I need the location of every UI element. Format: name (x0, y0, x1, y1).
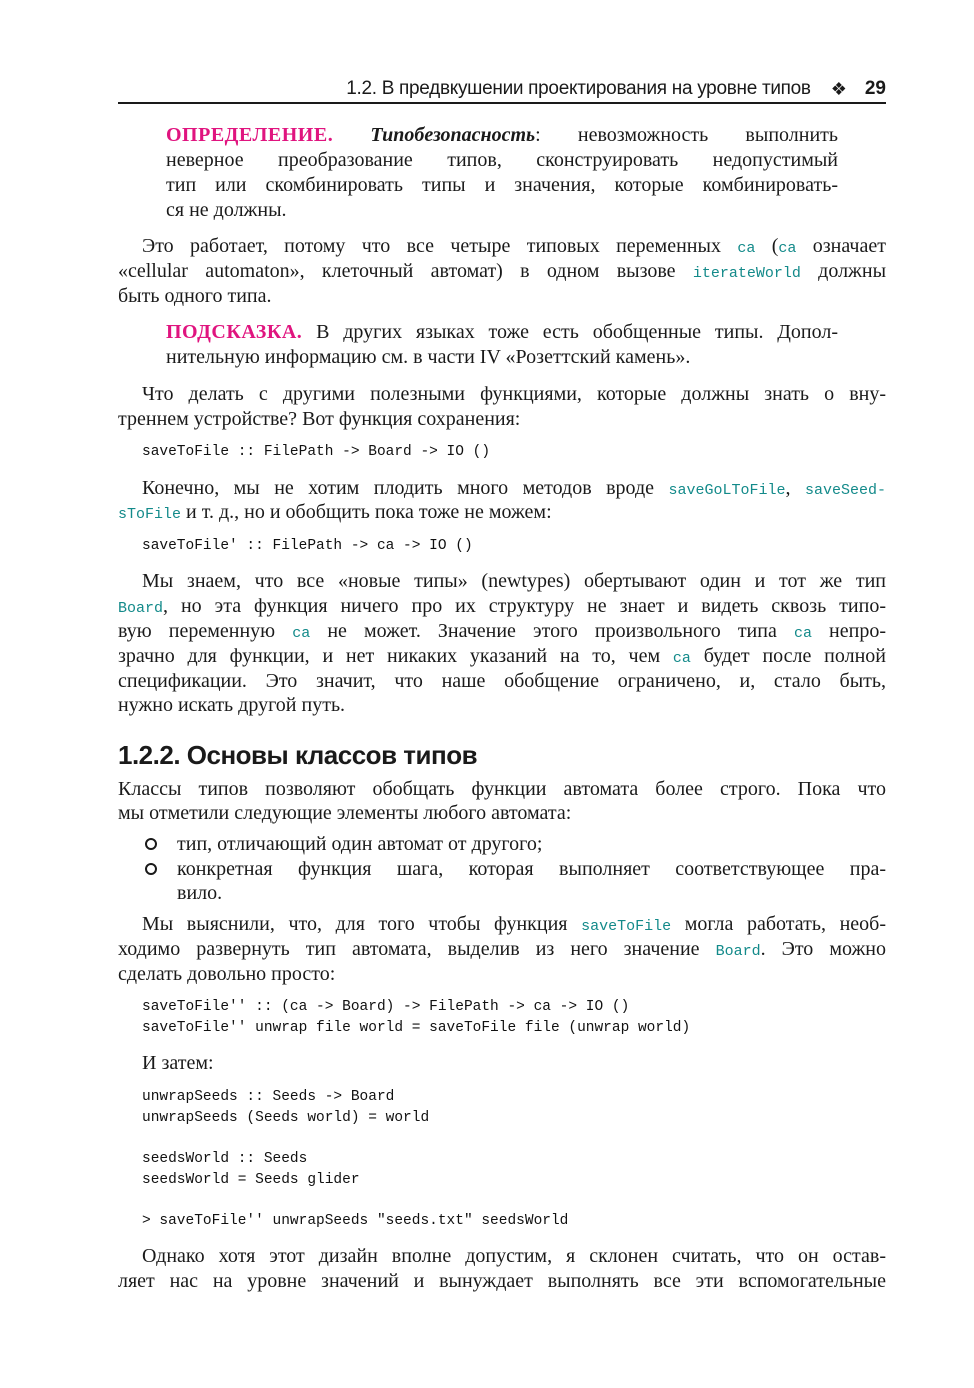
inline-code: ca (778, 240, 797, 257)
text: Мы выяснили, что, для того чтобы функция (142, 913, 582, 935)
text: ( (755, 235, 779, 257)
text: Классы типов позволяют обобщать функции автомата более строго. Пока что (118, 778, 886, 800)
callout-label: ПОДСКАЗКА. (166, 321, 303, 343)
page-number: 29 (864, 78, 886, 99)
bullet-line (177, 857, 886, 882)
text: неверное преобразование типов, сконструировать недопустимый (166, 149, 838, 171)
text: , (785, 477, 805, 499)
paragraph-line (118, 693, 886, 718)
text: тип, отличающий один автомат от другого; (177, 833, 543, 855)
bullet-line (177, 832, 886, 857)
text: и т. д., но и обобщить пока тоже не можем: (181, 501, 552, 523)
paragraph-line (142, 912, 886, 937)
term: Типобезопасность (370, 124, 536, 146)
text: : невозможность выполнить (535, 124, 839, 146)
paragraph-line (118, 962, 886, 987)
running-header (118, 76, 886, 102)
paragraph-line (118, 644, 886, 669)
text: вую переменную (118, 620, 293, 642)
inline-code: saveGoLToFile (668, 482, 786, 499)
inline-code: Board (118, 600, 164, 617)
paragraph-line (118, 259, 886, 284)
header-rule (118, 102, 886, 104)
definition-line (166, 198, 838, 223)
text: , но эта функция ничего про их структуру не знает и видеть сквозь типо- (163, 595, 886, 617)
inline-code: iterateWorld (692, 265, 801, 282)
code-line (142, 1168, 886, 1193)
inline-code: Board (715, 943, 761, 960)
paragraph-line (118, 407, 886, 432)
text: Конечно, мы не хотим плодить много методов вроде (142, 477, 669, 499)
definition-line (166, 173, 838, 198)
text: > saveToFile'' unwrapSeeds "seeds.txt" seedsWorld (142, 1213, 569, 1229)
inline-code: ca (793, 625, 812, 642)
inline-code: sToFile (118, 506, 182, 523)
inline-code: ca (737, 240, 756, 257)
text: saveToFile'' unwrap file world = saveToFile file (unwrap world) (142, 1020, 691, 1036)
paragraph-line (142, 234, 886, 259)
paragraph-line (142, 1244, 886, 1269)
text: В других языках тоже есть обобщенные типы. Допол- (302, 321, 838, 343)
text: зрачно для функции, и нет никаких указаний на то, чем (118, 645, 673, 667)
ornament-icon: ❖ (830, 78, 847, 99)
text: не может. Значение этого произвольного типа (310, 620, 794, 642)
plain-line (118, 801, 886, 826)
code-line (142, 1016, 886, 1041)
text: должны (800, 260, 887, 282)
paragraph-line (142, 382, 886, 407)
text: Однако хотя этот дизайн вполне допустим, я склонен считать, что он остав- (142, 1245, 886, 1267)
hint-line (166, 345, 838, 370)
text: непро- (811, 620, 886, 642)
text: «cellular automaton», клеточный автомат) в одном вызове (118, 260, 693, 282)
text: нужно искать другой путь. (118, 694, 346, 716)
code-line (142, 534, 886, 559)
text: конкретная функция шага, которая выполняет соответствующее пра- (177, 858, 886, 880)
text: мы отметили следующие элементы любого автомата: (118, 802, 572, 824)
callout-label: ОПРЕДЕЛЕНИЕ. (166, 124, 334, 146)
text: тип или скомбинировать типы и значения, которые комбинировать- (166, 174, 838, 196)
text: Что делать с другими полезными функциями, которые должны знать о вну- (142, 383, 886, 405)
text: быть одного типа. (118, 285, 272, 307)
definition-line (166, 123, 838, 148)
text: saveToFile'' :: (ca -> Board) -> FilePath -> ca -> IO () (142, 999, 630, 1015)
definition-line (166, 148, 838, 173)
text: ся не должны. (166, 199, 287, 221)
text: ляет нас на уровне значений и вынуждает выполнять все эти вспомогательные (118, 1270, 886, 1292)
hint-line (166, 320, 838, 345)
text: могла работать, необ- (671, 913, 886, 935)
code-line (142, 440, 886, 465)
text: означает (796, 235, 886, 257)
paragraph-line (118, 284, 886, 309)
paragraph-line (118, 937, 886, 962)
running-header-title: 1.2. В предвкушении проектирования на уровне типов (346, 78, 811, 99)
text: saveToFile' :: FilePath -> ca -> IO () (142, 538, 473, 554)
paragraph-line (118, 1269, 886, 1294)
paragraph-line (118, 594, 886, 619)
text: Это работает, потому что все четыре типовых переменных (142, 235, 738, 257)
text: И затем: (142, 1052, 214, 1074)
text: будет после полной (690, 645, 886, 667)
inline-code: ca (292, 625, 311, 642)
text: Мы знаем, что все «новые типы» (newtypes) обертывают один и тот же тип (142, 570, 886, 592)
text: seedsWorld :: Seeds (142, 1151, 308, 1167)
text: 1.2.2. Основы классов типов (118, 740, 478, 770)
paragraph-line (142, 569, 886, 594)
paragraph-line (118, 619, 886, 644)
paragraph-line (142, 476, 886, 501)
text: нительную информацию см. в части IV «Розеттский камень». (166, 346, 691, 368)
text: спецификации. Это значит, что наше обобщение ограничено, и, стало быть, (118, 670, 886, 692)
text: треннем устройстве? Вот функция сохранения: (118, 408, 521, 430)
paragraph-line (142, 1051, 886, 1076)
code-line (142, 1209, 886, 1234)
inline-code: saveSeed- (805, 482, 887, 499)
bullet-circle-icon (145, 863, 157, 875)
plain-line (118, 777, 886, 802)
text: сделать довольно просто: (118, 963, 336, 985)
text: seedsWorld = Seeds glider (142, 1172, 360, 1188)
text: saveToFile :: FilePath -> Board -> IO () (142, 444, 491, 460)
bullet-line (177, 881, 886, 906)
text: unwrapSeeds (Seeds world) = world (142, 1110, 430, 1126)
bullet-circle-icon (145, 838, 157, 850)
code-line (142, 1106, 886, 1131)
heading-line (118, 739, 886, 771)
inline-code: ca (672, 650, 691, 667)
text: unwrapSeeds :: Seeds -> Board (142, 1089, 395, 1105)
text: . Это можно (760, 938, 886, 960)
inline-code: saveToFile (581, 918, 672, 935)
text: ходимо развернуть тип автомата, выделив из него значение (118, 938, 716, 960)
text: вило. (177, 882, 223, 904)
text (333, 124, 370, 146)
paragraph-line (118, 500, 886, 525)
paragraph-line (118, 669, 886, 694)
